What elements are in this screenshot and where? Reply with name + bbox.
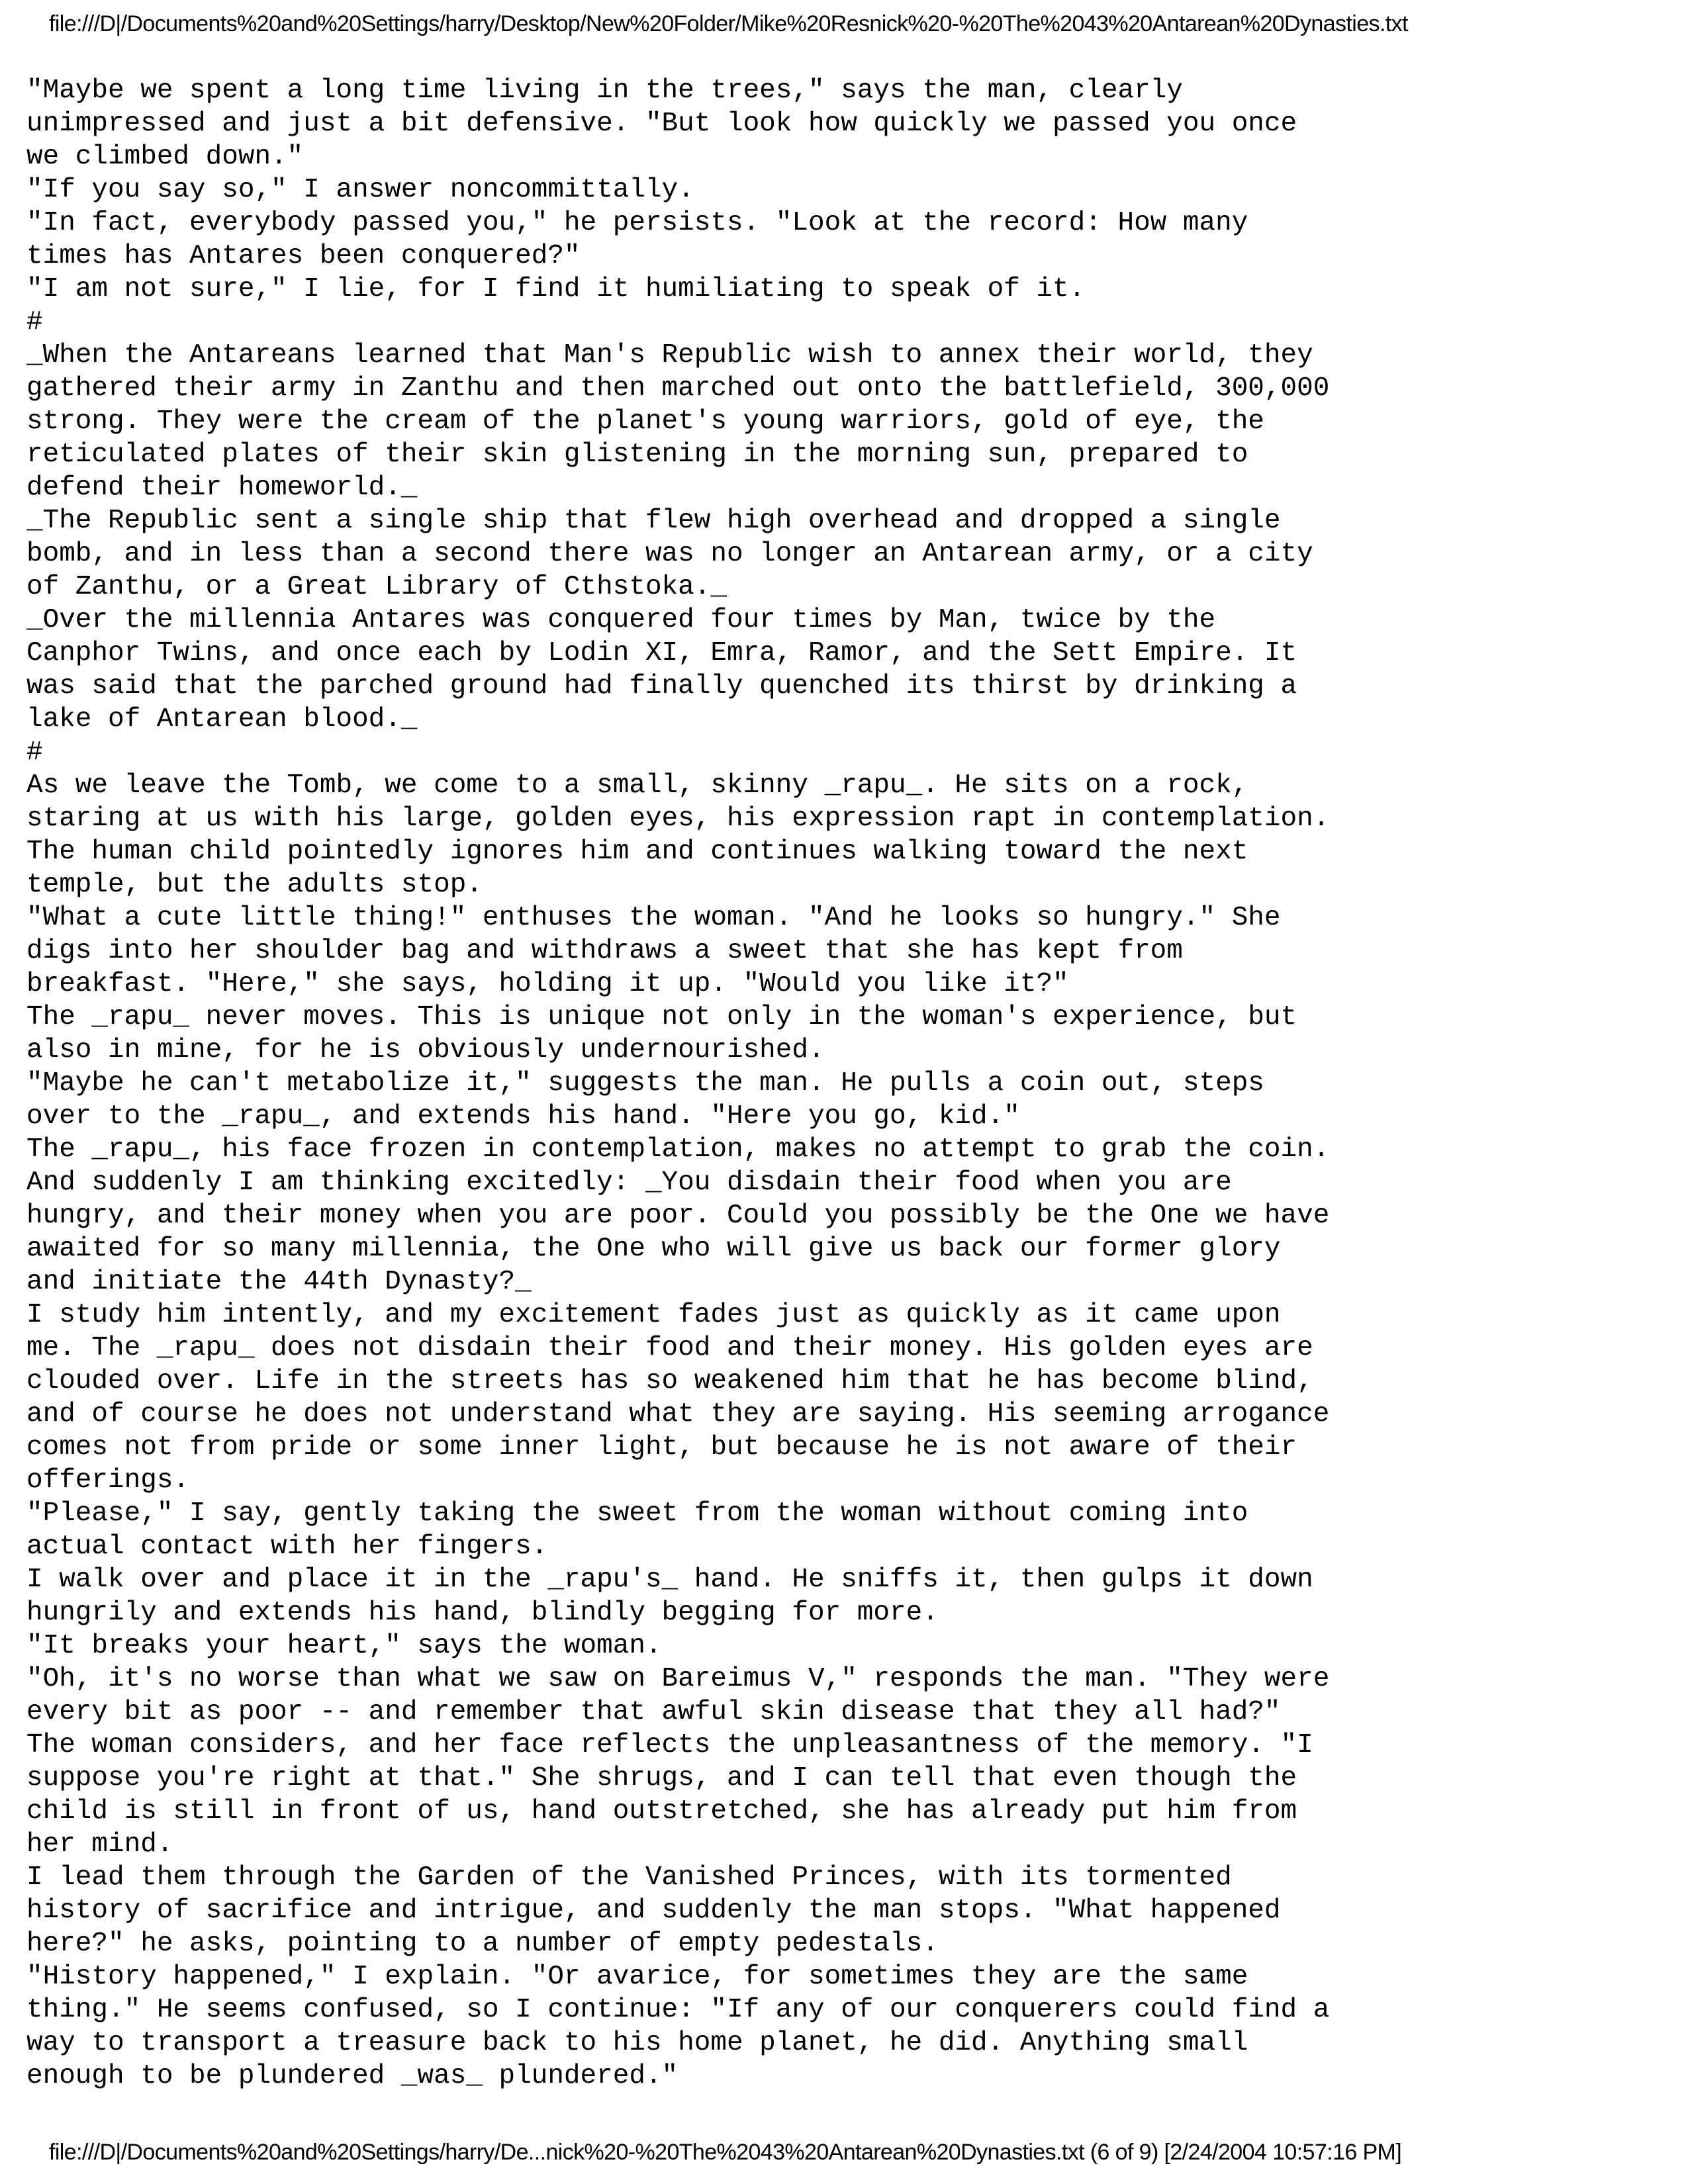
document-line: way to transport a treasure back to his home planet, he did. Anything small (26, 2028, 1248, 2058)
header-file-path: file:///D|/Documents%20and%20Settings/harry/Desktop/New%20Folder/Mike%20Resnick%20-%20The%2043%20Antarean%20Dynasties.txt (49, 11, 1408, 36)
document-line: "History happened," I explain. "Or avarice, for sometimes they are the same (26, 1962, 1248, 1992)
document-line: gathered their army in Zanthu and then marched out onto the battlefield, 300,000 (26, 373, 1330, 404)
document-line: The _rapu_, his face frozen in contemplation, makes no attempt to grab the coin. (26, 1134, 1330, 1165)
document-line: clouded over. Life in the streets has so weakened him that he has become blind, (26, 1366, 1313, 1396)
document-line: I study him intently, and my excitement fades just as quickly as it came upon (26, 1300, 1281, 1330)
document-line: and of course he does not understand what they are saying. His seeming arrogance (26, 1399, 1330, 1430)
document-line: child is still in front of us, hand outstretched, she has already put him from (26, 1796, 1297, 1827)
document-line: _When the Antareans learned that Man's Republic wish to annex their world, they (26, 340, 1313, 371)
document-line: I walk over and place it in the _rapu's_ hand. He sniffs it, then gulps it down (26, 1565, 1313, 1595)
document-line: me. The _rapu_ does not disdain their food and their money. His golden eyes are (26, 1333, 1313, 1363)
document-line: The _rapu_ never moves. This is unique not only in the woman's experience, but (26, 1002, 1297, 1032)
document-line: actual contact with her fingers. (26, 1531, 548, 1562)
document-line: "Please," I say, gently taking the sweet from the woman without coming into (26, 1498, 1248, 1529)
document-line: "It breaks your heart," says the woman. (26, 1631, 662, 1661)
document-line: "In fact, everybody passed you," he persists. "Look at the record: How many (26, 208, 1248, 238)
document-line: suppose you're right at that." She shrugs, and I can tell that even though the (26, 1763, 1297, 1794)
document-line: staring at us with his large, golden eyes, his expression rapt in contemplation. (26, 803, 1330, 834)
document-line: # (26, 737, 43, 768)
document-line: breakfast. "Here," she says, holding it up. "Would you like it?" (26, 969, 1069, 999)
document-line: The woman considers, and her face reflects the unpleasantness of the memory. "I (26, 1730, 1313, 1760)
document-line: enough to be plundered _was_ plundered." (26, 2061, 679, 2091)
document-line: _The Republic sent a single ship that flew high overhead and dropped a single (26, 506, 1281, 536)
document-line: also in mine, for he is obviously undernourished. (26, 1035, 825, 1066)
document-line: "Maybe he can't metabolize it," suggests the man. He pulls a coin out, steps (26, 1068, 1264, 1099)
document-line: defend their homeworld._ (26, 473, 418, 503)
document-line: of Zanthu, or a Great Library of Cthstoka._ (26, 572, 727, 602)
document-line: awaited for so many millennia, the One who will give us back our former glory (26, 1234, 1281, 1264)
document-line: "Maybe we spent a long time living in the trees," says the man, clearly (26, 75, 1183, 106)
document-line: reticulated plates of their skin glistening in the morning sun, prepared to (26, 439, 1248, 470)
document-line: unimpressed and just a bit defensive. "But look how quickly we passed you once (26, 109, 1297, 139)
document-line: hungrily and extends his hand, blindly begging for more. (26, 1598, 939, 1628)
document-line: every bit as poor -- and remember that awful skin disease that they all had?" (26, 1697, 1281, 1727)
document-line: As we leave the Tomb, we come to a small, skinny _rapu_. He sits on a rock, (26, 770, 1248, 801)
document-line: we climbed down." (26, 142, 304, 172)
document-line: And suddenly I am thinking excitedly: _You disdain their food when you are (26, 1167, 1232, 1198)
document-line: comes not from pride or some inner light, but because he is not aware of their (26, 1432, 1297, 1463)
document-line: strong. They were the cream of the planet's young warriors, gold of eye, the (26, 406, 1264, 437)
document-line: "If you say so," I answer noncommittally. (26, 175, 694, 205)
document-line: "Oh, it's no worse than what we saw on Bareimus V," responds the man. "They were (26, 1664, 1330, 1694)
document-line: and initiate the 44th Dynasty?_ (26, 1267, 532, 1297)
document-line: lake of Antarean blood._ (26, 704, 418, 735)
document-line: over to the _rapu_, and extends his hand. "Here you go, kid." (26, 1101, 1020, 1132)
document-line: The human child pointedly ignores him and continues walking toward the next (26, 837, 1248, 867)
document-line: offerings. (26, 1465, 190, 1496)
document-line: history of sacrifice and intrigue, and suddenly the man stops. "What happened (26, 1895, 1281, 1926)
document-line: # (26, 307, 43, 338)
document-line: "I am not sure," I lie, for I find it humiliating to speak of it. (26, 274, 1086, 304)
document-line: I lead them through the Garden of the Vanished Princes, with its tormented (26, 1862, 1232, 1893)
document-line: bomb, and in less than a second there was no longer an Antarean army, or a city (26, 539, 1313, 569)
document-line: here?" he asks, pointing to a number of empty pedestals. (26, 1929, 939, 1959)
document-line: thing." He seems confused, so I continue: "If any of our conquerers could find a (26, 1995, 1330, 2025)
document-line: her mind. (26, 1829, 173, 1860)
document-line: Canphor Twins, and once each by Lodin XI, Emra, Ramor, and the Sett Empire. It (26, 638, 1297, 668)
document-body (26, 74, 1662, 2093)
document-line: _Over the millennia Antares was conquered four times by Man, twice by the (26, 605, 1216, 635)
document-line: "What a cute little thing!" enthuses the woman. "And he looks so hungry." She (26, 903, 1281, 933)
document-line: hungry, and their money when you are poor. Could you possibly be the One we have (26, 1201, 1330, 1231)
document-line: digs into her shoulder bag and withdraws a sweet that she has kept from (26, 936, 1183, 966)
footer-file-info: file:///D|/Documents%20and%20Settings/harry/De...nick%20-%20The%2043%20Antarean%20Dynasties.txt (6 of 9) [2/24/2004 10:57:16 PM] (49, 2140, 1402, 2165)
document-line: times has Antares been conquered?" (26, 241, 581, 271)
document-line: was said that the parched ground had finally quenched its thirst by drinking a (26, 671, 1297, 702)
document-line: temple, but the adults stop. (26, 870, 483, 900)
